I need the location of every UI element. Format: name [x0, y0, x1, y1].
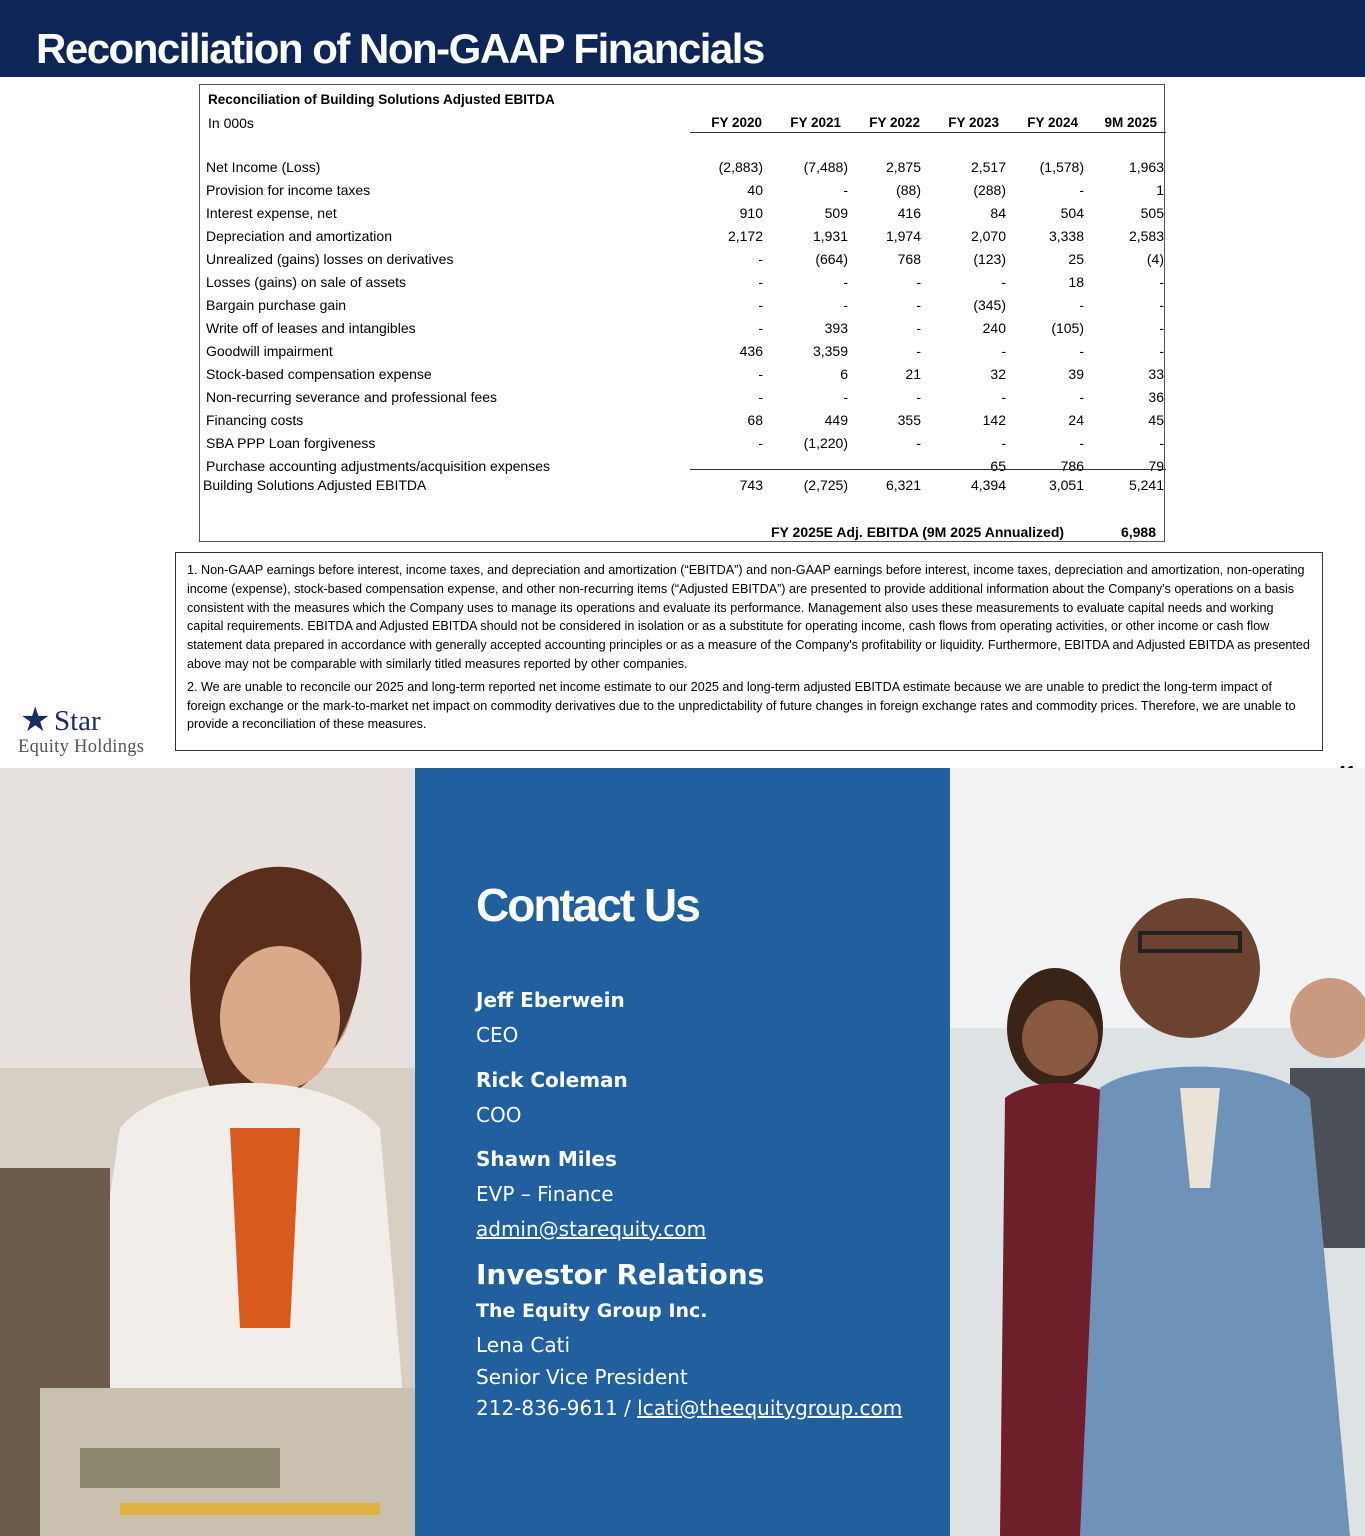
table-cell: -: [758, 435, 763, 451]
table-cell: 142: [982, 412, 1006, 428]
table-cell: -: [916, 297, 921, 313]
column-header: FY 2021: [790, 115, 841, 130]
table-cell: -: [1159, 343, 1164, 359]
table-cell: (105): [1051, 320, 1084, 336]
table-cell: 910: [739, 205, 763, 221]
table-cell: 768: [897, 251, 921, 267]
investor-relations-heading: Investor Relations: [476, 1258, 765, 1291]
table-cell: 505: [1140, 205, 1164, 221]
table-cell: -: [1159, 320, 1164, 336]
table-cell: 18: [1068, 274, 1084, 290]
table-cell: 393: [824, 320, 848, 336]
footnotes: [175, 552, 1323, 751]
table-cell: 2,875: [885, 159, 921, 175]
ir-contact-line: [476, 1396, 902, 1420]
table-cell: 79: [1148, 458, 1164, 474]
table-row: [200, 274, 1166, 297]
total-cell: (2,725): [803, 477, 848, 493]
table-cell: 1,931: [812, 228, 848, 244]
ir-email-link[interactable]: lcati@theequitygroup.com: [637, 1396, 903, 1420]
table-cell: -: [843, 274, 848, 290]
table-cell: -: [916, 389, 921, 405]
total-row: [200, 477, 1166, 500]
contact-title: Contact Us: [476, 879, 699, 931]
table-cell: -: [1001, 435, 1006, 451]
ir-role: Senior Vice President: [476, 1365, 688, 1389]
table-row: [200, 251, 1166, 274]
table-cell: -: [758, 389, 763, 405]
table-cell: (88): [896, 182, 921, 198]
total-label: Building Solutions Adjusted EBITDA: [203, 477, 427, 493]
table-cell: 21: [905, 366, 921, 382]
table-cell: -: [1079, 389, 1084, 405]
photo-right-illustration: [950, 768, 1365, 1536]
contact-panel: [415, 768, 950, 1536]
contact-role-3: EVP – Finance: [476, 1182, 614, 1206]
row-label: Stock-based compensation expense: [206, 366, 432, 382]
column-header: FY 2024: [1027, 115, 1078, 130]
table-row: [200, 412, 1166, 435]
table-cell: 355: [897, 412, 921, 428]
footnote-1: 1. Non-GAAP earnings before interest, income taxes, and depreciation and amortization (“EBITDA”) and non-GAAP earnings before interest, income taxes, depreciation and amortization, non-operating income (expense), stock-based compensation expense, and other non-recurring items (“Adjusted EBITDA”) are presented to provide additional information about the Company's operations on a basis consistent with the measures which the Company uses to manage its operations and evaluate its performance. Management also uses these measurements to evaluate capital needs and working capital requirements. EBITDA and Adjusted EBITDA should not be considered in isolation or as a substitute for operating income, cash flows from operating activities, or other income or cash flow statement data prepared in accordance with generally accepted accounting principles or as a measure of the Company's profitability or liquidity. Furthermore, EBITDA and Adjusted EBITDA as presented above may not be comparable with similarly titled measures reported by other companies.: [187, 563, 1310, 671]
page-title: Reconciliation of Non-GAAP Financials: [36, 25, 764, 72]
contact-name-3: Shawn Miles: [476, 1147, 617, 1171]
table-cell: 68: [747, 412, 763, 428]
star-equity-logo: [18, 702, 168, 760]
row-label: Provision for income taxes: [206, 182, 371, 198]
table-cell: 36: [1148, 389, 1164, 405]
table-cell: 786: [1060, 458, 1084, 474]
row-label: Non-recurring severance and professional fees: [206, 389, 498, 405]
row-label: Bargain purchase gain: [206, 297, 347, 313]
table-cell: -: [1079, 182, 1084, 198]
table-cell: (1,220): [803, 435, 848, 451]
table-cell: -: [758, 274, 763, 290]
table-cell: 3,359: [812, 343, 848, 359]
table-cell: 2,583: [1128, 228, 1164, 244]
table-cell: -: [1079, 297, 1084, 313]
table-cell: -: [758, 366, 763, 382]
row-label: Goodwill impairment: [206, 343, 333, 359]
contact-email-link[interactable]: admin@starequity.com: [476, 1217, 707, 1241]
column-header: 9M 2025: [1104, 115, 1157, 130]
table-cell: (2,883): [718, 159, 763, 175]
table-row: [200, 159, 1166, 182]
ir-company: The Equity Group Inc.: [476, 1300, 708, 1322]
table-cell: 509: [824, 205, 848, 221]
table-cell: -: [1079, 343, 1084, 359]
total-cell: 4,394: [970, 477, 1006, 493]
title-bar: [0, 0, 1365, 77]
row-label: Financing costs: [206, 412, 304, 428]
table-cell: (288): [973, 182, 1006, 198]
row-label: Net Income (Loss): [206, 159, 321, 175]
row-label: Losses (gains) on sale of assets: [206, 274, 406, 290]
column-header: FY 2022: [869, 115, 920, 130]
table-cell: -: [1001, 389, 1006, 405]
table-cell: 1,963: [1128, 159, 1164, 175]
table-cell: (345): [973, 297, 1006, 313]
table-cell: (7,488): [803, 159, 848, 175]
ir-phone: 212-836-9611 /: [476, 1396, 631, 1420]
logo-text-equity: Equity Holdings: [18, 737, 145, 757]
table-cell: -: [758, 251, 763, 267]
table-cell: (664): [815, 251, 848, 267]
contact-role-1: CEO: [476, 1023, 519, 1047]
photo-left-illustration: [0, 768, 415, 1536]
total-cell: 6,321: [885, 477, 921, 493]
table-row: [200, 182, 1166, 205]
table-cell: -: [1001, 343, 1006, 359]
table-cell: 65: [990, 458, 1006, 474]
table-row: [200, 343, 1166, 366]
table-cell: 45: [1148, 412, 1164, 428]
contact-name-1: Jeff Eberwein: [476, 988, 625, 1012]
column-header: FY 2023: [948, 115, 999, 130]
table-cell: 25: [1068, 251, 1084, 267]
table-cell: 449: [824, 412, 848, 428]
table-cell: 436: [739, 343, 763, 359]
footnote-2: 2. We are unable to reconcile our 2025 and long-term reported net income estimate to our 2025 and long-term adjusted EBITDA estimate because we are unable to predict the long-term impact of foreign exchange or the mark-to-market net impact on commodity derivatives due to the unpredictability of future changes in foreign exchange rates and commodity prices. Therefore, we are unable to provide a reconciliation of these measures.: [187, 679, 1296, 732]
table-cell: 2,172: [727, 228, 763, 244]
table-cell: 24: [1068, 412, 1084, 428]
reconciliation-table: [199, 84, 1165, 542]
total-cell: 5,241: [1128, 477, 1164, 493]
table-row: [200, 435, 1166, 458]
table-cell: 84: [990, 205, 1006, 221]
table-cell: -: [1079, 435, 1084, 451]
table-cell: (1,578): [1039, 159, 1084, 175]
contact-role-2: COO: [476, 1103, 522, 1127]
table-cell: 504: [1060, 205, 1084, 221]
table-cell: 1: [1156, 182, 1164, 198]
table-cell: -: [916, 274, 921, 290]
table-cell: -: [758, 297, 763, 313]
logo-text-star: Star: [54, 705, 101, 737]
contact-name-2: Rick Coleman: [476, 1068, 628, 1092]
table-cell: -: [916, 343, 921, 359]
row-label: SBA PPP Loan forgiveness: [206, 435, 376, 451]
total-cell: 743: [739, 477, 763, 493]
table-cell: 3,338: [1048, 228, 1084, 244]
table-row: [200, 366, 1166, 389]
table-cell: -: [1001, 274, 1006, 290]
table-row: [200, 205, 1166, 228]
star-icon: ★: [20, 701, 51, 739]
table-cell: (4): [1146, 251, 1164, 267]
total-cell: 3,051: [1048, 477, 1084, 493]
table-cell: -: [916, 320, 921, 336]
table-row: [200, 228, 1166, 251]
photo-woman-working: [0, 768, 415, 1536]
table-cell: 2,070: [970, 228, 1006, 244]
table-cell: -: [843, 297, 848, 313]
table-cell: -: [843, 182, 848, 198]
row-label: Purchase accounting adjustments/acquisition expenses: [206, 458, 550, 474]
table-cell: -: [1159, 297, 1164, 313]
fy2025e-label: FY 2025E Adj. EBITDA (9M 2025 Annualized): [771, 524, 1065, 540]
table-row: [200, 297, 1166, 320]
table-cell: 39: [1068, 366, 1084, 382]
table-title: Reconciliation of Building Solutions Adjusted EBITDA: [208, 92, 555, 107]
table-cell: (123): [973, 251, 1006, 267]
fy2025e-value: 6,988: [1120, 524, 1156, 540]
column-header: FY 2020: [711, 115, 762, 130]
table-cell: 2,517: [970, 159, 1006, 175]
row-label: Unrealized (gains) losses on derivatives: [206, 251, 454, 267]
table-cell: -: [1159, 274, 1164, 290]
table-row: [200, 389, 1166, 412]
table-cell: -: [1159, 435, 1164, 451]
table-cell: 416: [897, 205, 921, 221]
table-cell: 33: [1148, 366, 1164, 382]
table-cell: -: [843, 389, 848, 405]
table-row: [200, 320, 1166, 343]
table-subtitle: In 000s: [208, 115, 254, 131]
table-cell: -: [758, 320, 763, 336]
ir-name: Lena Cati: [476, 1333, 571, 1357]
table-cell: 32: [990, 366, 1006, 382]
table-cell: 240: [982, 320, 1006, 336]
table-cell: -: [916, 435, 921, 451]
row-label: Write off of leases and intangibles: [206, 320, 416, 336]
table-cell: 1,974: [885, 228, 921, 244]
row-label: Interest expense, net: [206, 205, 337, 221]
photo-people-listening: [950, 768, 1365, 1536]
table-cell: 6: [840, 366, 848, 382]
total-rule: [690, 469, 1166, 470]
header-rule: [690, 132, 1166, 133]
table-cell: 40: [747, 182, 763, 198]
row-label: Depreciation and amortization: [206, 228, 392, 244]
